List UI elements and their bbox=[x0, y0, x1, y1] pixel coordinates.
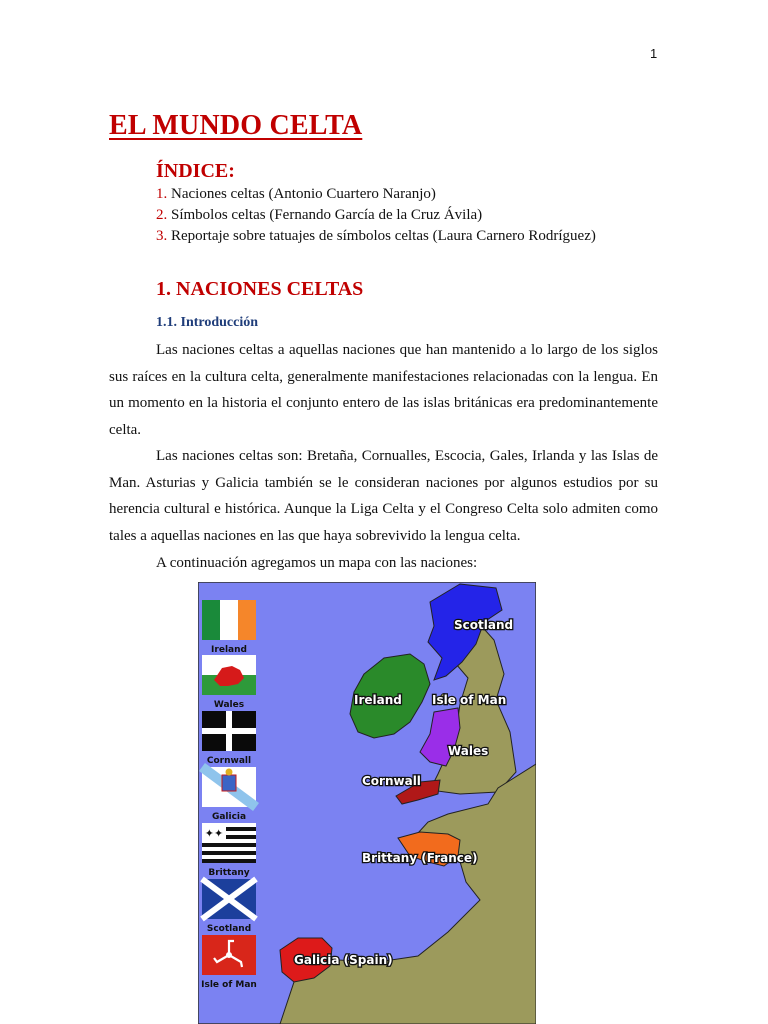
region-label-brittany: Brittany (France) bbox=[362, 851, 478, 865]
region-label-scotland: Scotland bbox=[454, 618, 514, 632]
index-item-text: Símbolos celtas (Fernando García de la Cruz Ávila) bbox=[167, 207, 483, 223]
paragraph-intro: Las naciones celtas a aquellas naciones que han mantenido a lo largo de los siglos sus raíces en la cultura celta, generalmente manifestaciones relacionadas con la lengua. En un momento en la historia el conjunto entero de las islas británicas era predominantemente celta. bbox=[109, 342, 658, 438]
index-item-number: 3. bbox=[156, 228, 168, 244]
flag-label-isle-of-man: Isle of Man bbox=[201, 980, 257, 990]
flag-wales bbox=[202, 655, 256, 695]
index-item bbox=[156, 184, 596, 205]
index-item-text: Reportaje sobre tatuajes de símbolos celtas (Laura Carnero Rodríguez) bbox=[167, 228, 596, 244]
paragraph-nations: Las naciones celtas son: Bretaña, Cornualles, Escocia, Gales, Irlanda y las Islas de Man. Asturias y Galicia también se le consideran naciones por algunos estudios por su herencia cultural e histórica. Aunque la Liga Celta y el Congreso Celta solo admiten como tales a aquellas naciones en las que haya sobrevivido la lengua celta. bbox=[109, 448, 658, 544]
section-heading: 1. NACIONES CELTAS bbox=[156, 278, 364, 300]
flag-label-brittany: Brittany bbox=[208, 868, 250, 878]
flag-label-scotland: Scotland bbox=[206, 924, 252, 934]
paragraph-map-intro: A continuación agregamos un mapa con las naciones: bbox=[156, 555, 478, 571]
flag-label-galicia: Galicia bbox=[211, 812, 247, 822]
svg-text:✦✦: ✦✦ bbox=[204, 827, 224, 840]
flag-galicia bbox=[202, 767, 256, 807]
index-list bbox=[156, 184, 596, 247]
index-item-number: 1. bbox=[156, 186, 168, 202]
index-item-number: 2. bbox=[156, 207, 168, 223]
region-label-galicia: Galicia (Spain) bbox=[294, 953, 393, 967]
flag-brittany bbox=[202, 823, 256, 863]
flag-label-ireland: Ireland bbox=[211, 645, 247, 655]
index-item bbox=[156, 205, 596, 226]
map-graphic bbox=[198, 582, 536, 1024]
flag-cornwall bbox=[202, 711, 256, 751]
page-number: 1 bbox=[650, 46, 658, 61]
subsection-heading: 1.1. Introducción bbox=[156, 315, 259, 330]
flag-label-wales: Wales bbox=[213, 700, 245, 710]
region-label-isle-of-man: Isle of Man bbox=[432, 693, 507, 707]
celtic-nations-map bbox=[198, 582, 536, 1024]
region-label-cornwall: Cornwall bbox=[362, 774, 421, 788]
index-item bbox=[156, 226, 596, 247]
flag-ireland bbox=[202, 600, 256, 640]
flag-isle-of-man bbox=[202, 935, 256, 975]
region-label-wales: Wales bbox=[448, 744, 489, 758]
flag-label-cornwall: Cornwall bbox=[206, 756, 252, 766]
index-heading: ÍNDICE: bbox=[156, 160, 235, 182]
index-item-text: Naciones celtas (Antonio Cuartero Naranjo) bbox=[167, 186, 436, 202]
document-title: EL MUNDO CELTA bbox=[109, 110, 363, 141]
flag-scotland bbox=[202, 879, 256, 919]
region-label-ireland: Ireland bbox=[354, 693, 402, 707]
